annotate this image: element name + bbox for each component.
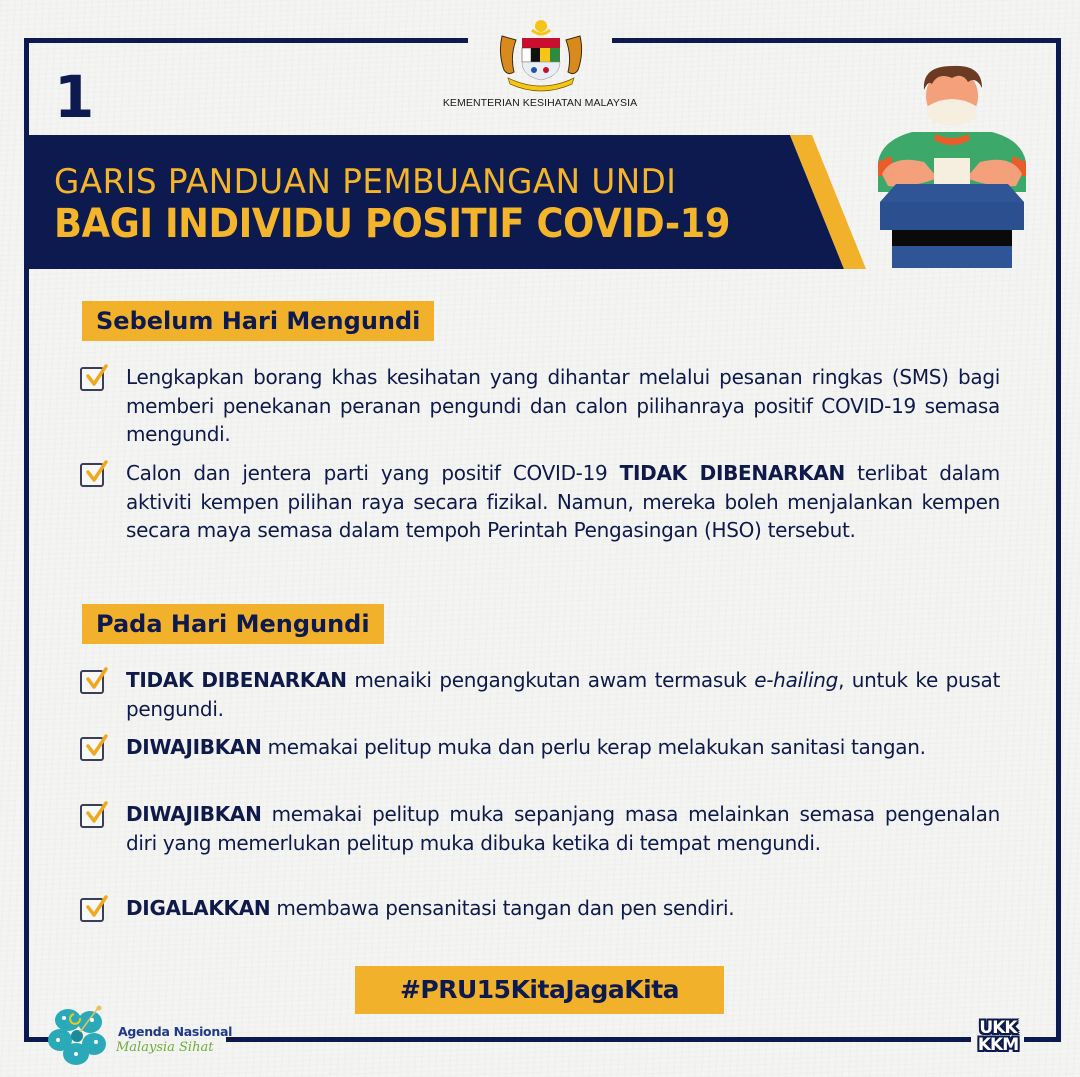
agenda-title: Agenda Nasional	[118, 1024, 233, 1039]
item-text: DIWAJIBKAN memakai pelitup muka sepanjang masa melainkan semasa pengenalan diri yang memerlukan pelitup muka dibuka ketika di tempat mengundi.	[126, 802, 1000, 855]
masked-voter-ballot-box-icon	[872, 62, 1032, 272]
list-item	[80, 363, 1000, 449]
list-item	[80, 666, 1000, 723]
ukk-text: UKK	[979, 1018, 1017, 1038]
item-text: DIWAJIBKAN memakai pelitup muka dan perlu kerap melakukan sanitasi tangan.	[126, 735, 926, 759]
list-item	[80, 459, 1000, 545]
section-badge-before-voting-day: Sebelum Hari Mengundi	[82, 301, 434, 341]
hibiscus-logo-icon	[46, 1004, 116, 1066]
frame-bottom-end	[1024, 1037, 1061, 1042]
frame-bottom-right	[226, 1037, 971, 1042]
checked-box-icon	[80, 670, 104, 694]
checked-box-icon	[80, 367, 104, 391]
list-item	[80, 800, 1000, 857]
hashtag-badge: #PRU15KitaJagaKita	[355, 966, 724, 1014]
list-item	[80, 733, 1000, 762]
list-item	[80, 894, 1000, 923]
agenda-subtitle: Malaysia Sihat	[116, 1040, 214, 1055]
section-badge-on-voting-day: Pada Hari Mengundi	[82, 604, 384, 644]
frame-right	[1056, 38, 1061, 1042]
checked-box-icon	[80, 898, 104, 922]
frame-top-left	[24, 38, 468, 43]
item-text: Lengkapkan borang khas kesihatan yang dihantar melalui pesanan ringkas (SMS) bagi memberi penekanan peranan pengundi dan calon pilihanraya positif COVID-19 semasa mengundi.	[126, 365, 1000, 446]
page-number: 1	[54, 63, 93, 131]
malaysia-coat-of-arms-icon	[494, 18, 588, 92]
ukk-kkm-logo	[972, 1020, 1024, 1054]
ministry-name: KEMENTERIAN KESIHATAN MALAYSIA	[442, 97, 638, 109]
kkm-text: KKM	[977, 1035, 1019, 1055]
checked-box-icon	[80, 463, 104, 487]
frame-top-right	[612, 38, 1061, 43]
checked-box-icon	[80, 737, 104, 761]
item-text: Calon dan jentera parti yang positif COVID-19 TIDAK DIBENARKAN terlibat dalam aktiviti kempen pilihan raya secara fizikal. Namun, mereka boleh menjalankan kempen secara maya semasa dalam tempoh Perintah Pengasingan (HSO) tersebut.	[126, 461, 1000, 542]
title-line-1: GARIS PANDUAN PEMBUANGAN UNDI	[54, 162, 677, 202]
item-text: DIGALAKKAN membawa pensanitasi tangan dan pen sendiri.	[126, 896, 735, 920]
title-line-2: BAGI INDIVIDU POSITIF COVID-19	[54, 201, 730, 247]
checked-box-icon	[80, 804, 104, 828]
title-banner	[24, 135, 866, 269]
agenda-nasional-logo	[46, 1004, 233, 1066]
item-text: TIDAK DIBENARKAN menaiki pengangkutan awam termasuk e-hailing, untuk ke pusat pengundi.	[126, 668, 1000, 721]
